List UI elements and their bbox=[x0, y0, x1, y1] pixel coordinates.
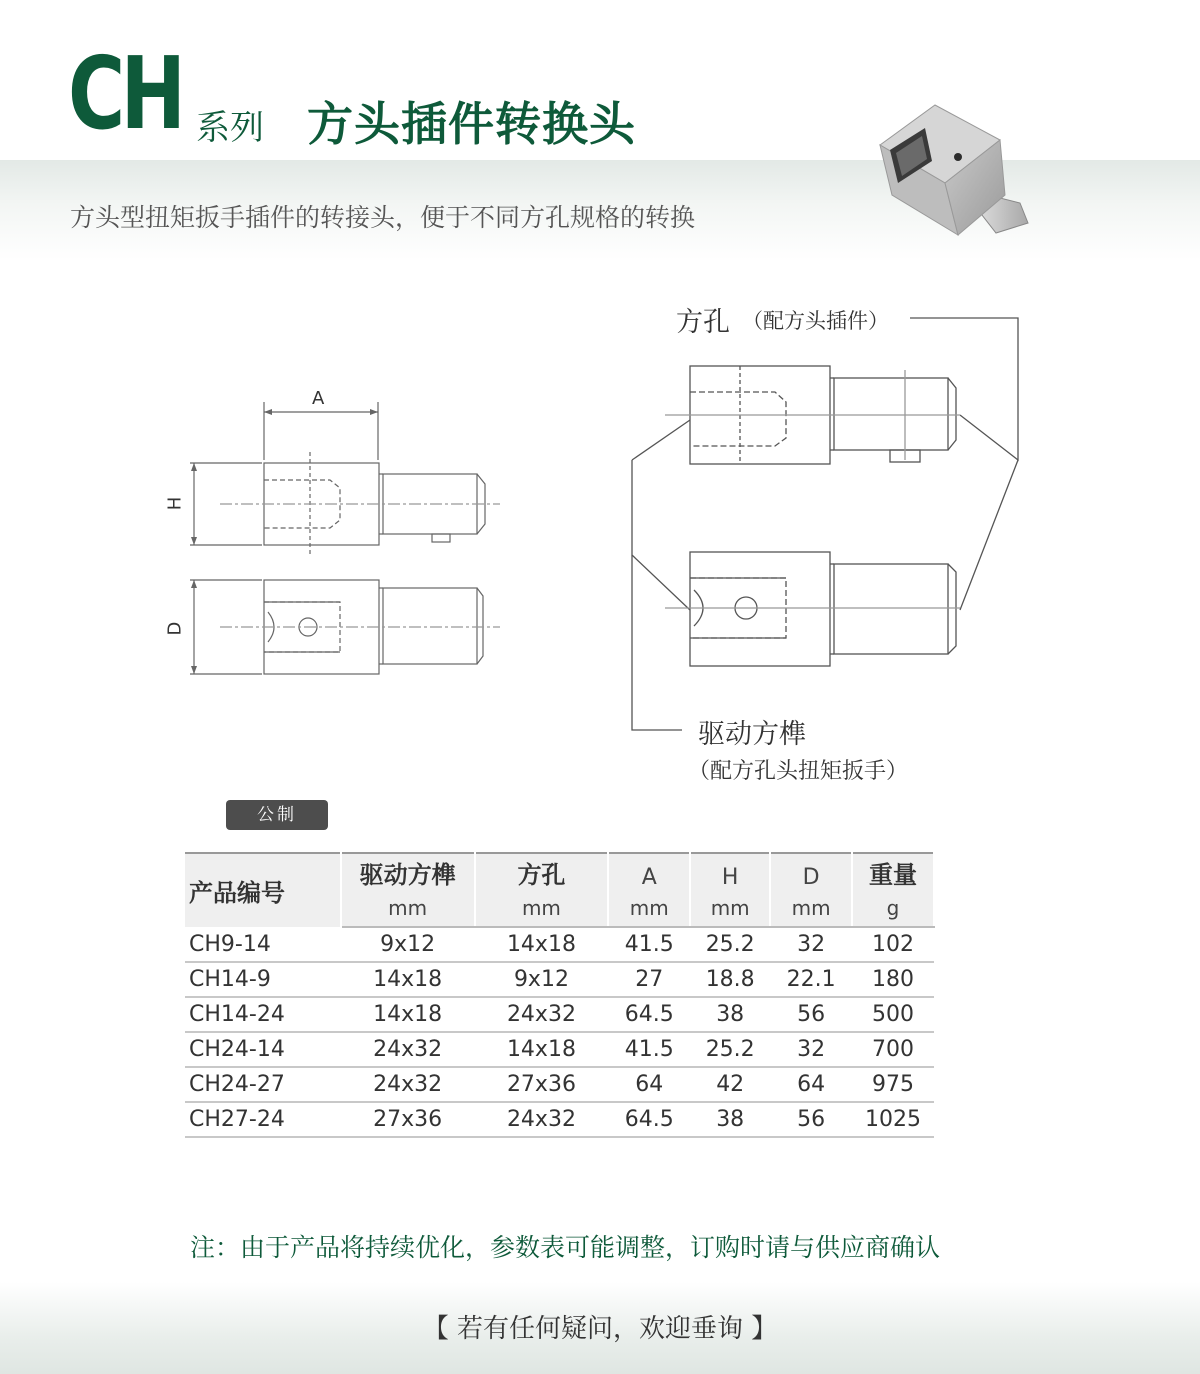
cell-model: CH24-14 bbox=[185, 1032, 341, 1067]
cell-drive: 14x18 bbox=[341, 962, 475, 997]
dimension-drawing bbox=[150, 380, 520, 690]
cell-h: 25.2 bbox=[690, 1032, 770, 1067]
top-view bbox=[190, 452, 500, 556]
square-hole-label: 方孔 bbox=[676, 307, 730, 338]
cell-drive: 24x32 bbox=[341, 1067, 475, 1102]
cell-drive: 9x12 bbox=[341, 927, 475, 962]
table-row bbox=[185, 1102, 934, 1137]
unit-a: mm bbox=[608, 890, 690, 927]
dim-d-label: D bbox=[164, 621, 186, 636]
footnote: 注：由于产品将持续优化，参数表可能调整，订购时请与供应商确认 bbox=[190, 1233, 941, 1262]
unit-drive: mm bbox=[341, 890, 475, 927]
cell-model: CH24-27 bbox=[185, 1067, 341, 1102]
product-photo bbox=[870, 95, 1035, 240]
leader-drive-top bbox=[632, 420, 690, 460]
cell-d: 22.1 bbox=[770, 962, 852, 997]
square-hole-note: （配方头插件） bbox=[742, 309, 889, 333]
cell-a: 41.5 bbox=[608, 1032, 690, 1067]
table-row bbox=[185, 962, 934, 997]
brand-logo: CH bbox=[68, 35, 182, 152]
series-label: 系列 bbox=[196, 108, 264, 148]
unit-square-hole: mm bbox=[475, 890, 609, 927]
spec-table bbox=[185, 852, 935, 1138]
cell-square-hole: 27x36 bbox=[475, 1067, 609, 1102]
contact-line: 【 若有任何疑问，欢迎垂询 】 bbox=[422, 1314, 778, 1344]
header-drive: 驱动方榫 bbox=[341, 853, 475, 890]
front-view bbox=[190, 580, 500, 674]
cell-drive: 14x18 bbox=[341, 997, 475, 1032]
cell-a: 27 bbox=[608, 962, 690, 997]
metric-badge: 公制 bbox=[226, 800, 328, 830]
leader-square-hole-bottom bbox=[960, 460, 1018, 610]
cell-d: 32 bbox=[770, 927, 852, 962]
cell-weight: 102 bbox=[852, 927, 934, 962]
cell-weight: 975 bbox=[852, 1067, 934, 1102]
header-square-hole: 方孔 bbox=[475, 853, 609, 890]
cell-h: 42 bbox=[690, 1067, 770, 1102]
header-model: 产品编号 bbox=[185, 853, 341, 927]
cell-d: 64 bbox=[770, 1067, 852, 1102]
cell-weight: 500 bbox=[852, 997, 934, 1032]
dim-a-label: A bbox=[312, 388, 325, 409]
leader-square-hole-top bbox=[910, 318, 1018, 460]
header-d: D bbox=[770, 853, 852, 890]
cell-model: CH14-9 bbox=[185, 962, 341, 997]
table-row bbox=[185, 927, 934, 962]
table-row bbox=[185, 997, 934, 1032]
leader-drive-bottom bbox=[632, 555, 682, 730]
cell-a: 64.5 bbox=[608, 997, 690, 1032]
page-title: 方头插件转换头 bbox=[307, 97, 636, 151]
upper-part bbox=[665, 366, 960, 464]
cell-a: 41.5 bbox=[608, 927, 690, 962]
table-row bbox=[185, 1067, 934, 1102]
header-h: H bbox=[690, 853, 770, 890]
cell-d: 56 bbox=[770, 997, 852, 1032]
cell-square-hole: 24x32 bbox=[475, 1102, 609, 1137]
page-subtitle: 方头型扭矩扳手插件的转接头，便于不同方孔规格的转换 bbox=[70, 203, 696, 232]
table-row bbox=[185, 1032, 934, 1067]
unit-d: mm bbox=[770, 890, 852, 927]
cell-a: 64 bbox=[608, 1067, 690, 1102]
cell-model: CH14-24 bbox=[185, 997, 341, 1032]
drive-square-note: （配方孔头扭矩扳手） bbox=[688, 759, 909, 784]
cell-square-hole: 14x18 bbox=[475, 927, 609, 962]
annotated-drawing bbox=[620, 290, 1040, 790]
leader-drive-mid bbox=[632, 460, 690, 610]
cell-square-hole: 9x12 bbox=[475, 962, 609, 997]
header-weight: 重量 bbox=[852, 853, 934, 890]
cell-weight: 1025 bbox=[852, 1102, 934, 1137]
cell-a: 64.5 bbox=[608, 1102, 690, 1137]
cell-square-hole: 14x18 bbox=[475, 1032, 609, 1067]
dim-h-label: H bbox=[164, 496, 186, 511]
cell-drive: 24x32 bbox=[341, 1032, 475, 1067]
cell-drive: 27x36 bbox=[341, 1102, 475, 1137]
cell-d: 32 bbox=[770, 1032, 852, 1067]
cell-h: 25.2 bbox=[690, 927, 770, 962]
cell-d: 56 bbox=[770, 1102, 852, 1137]
cell-weight: 180 bbox=[852, 962, 934, 997]
cell-square-hole: 24x32 bbox=[475, 997, 609, 1032]
cell-h: 38 bbox=[690, 997, 770, 1032]
header-a: A bbox=[608, 853, 690, 890]
cell-model: CH27-24 bbox=[185, 1102, 341, 1137]
cell-weight: 700 bbox=[852, 1032, 934, 1067]
unit-h: mm bbox=[690, 890, 770, 927]
unit-weight: g bbox=[852, 890, 934, 927]
drive-square-label: 驱动方榫 bbox=[698, 719, 806, 750]
cell-h: 18.8 bbox=[690, 962, 770, 997]
cell-h: 38 bbox=[690, 1102, 770, 1137]
cell-model: CH9-14 bbox=[185, 927, 341, 962]
lower-part bbox=[665, 552, 960, 666]
